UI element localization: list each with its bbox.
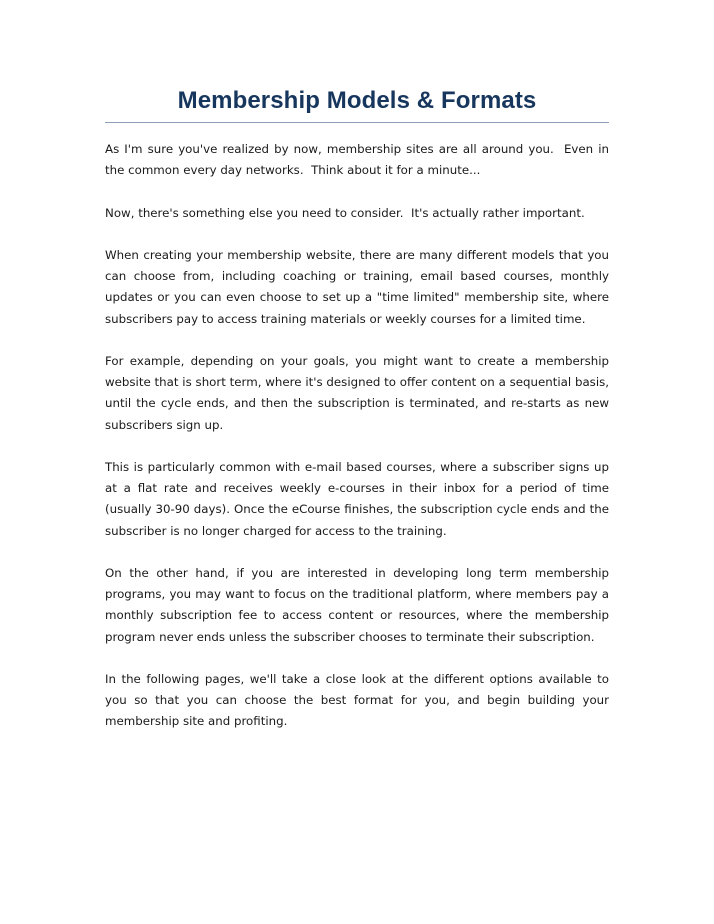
body-text bbox=[105, 139, 613, 754]
paragraph-2: Now, there's something else you need to consider. It's actually rather important. bbox=[105, 205, 585, 220]
page-title: Membership Models & Formats bbox=[177, 87, 537, 114]
paragraph-1: As I'm sure you've realized by now, membership sites are all around you. Even in the common every day networks. Think about it for a minute... bbox=[105, 142, 613, 178]
paragraph-3: When creating your membership website, there are many different models that you can choose from, including coaching or training, email based courses, monthly updates or you can even choose to set up a "time limited" membership site, where subscribers pay to access training materials or weekly courses for a limited time. bbox=[105, 247, 613, 326]
paragraph-5: This is particularly common with e-mail based courses, where a subscriber signs up at a flat rate and receives weekly e-courses in their inbox for a period of time (usually 30-90 days). Once the eCourse finishes, the subscription cycle ends and the subscriber is no longer charged for access to the training. bbox=[105, 459, 613, 538]
paragraph-7: In the following pages, we'll take a close look at the different options available to you so that you can choose the best format for you, and begin building your membership site and profiting. bbox=[105, 671, 613, 729]
paragraph-4: For example, depending on your goals, you might want to create a membership website that is short term, where it's designed to offer content on a sequential basis, until the cycle ends, and then the subscription is terminated, and re-starts as new subscribers sign up. bbox=[105, 353, 613, 432]
title-divider bbox=[105, 122, 609, 123]
paragraph-6: On the other hand, if you are interested in developing long term membership programs, you may want to focus on the traditional platform, where members pay a monthly subscription fee to access content or resources, where the membership program never ends unless the subscriber chooses to terminate their subscription. bbox=[105, 565, 613, 644]
